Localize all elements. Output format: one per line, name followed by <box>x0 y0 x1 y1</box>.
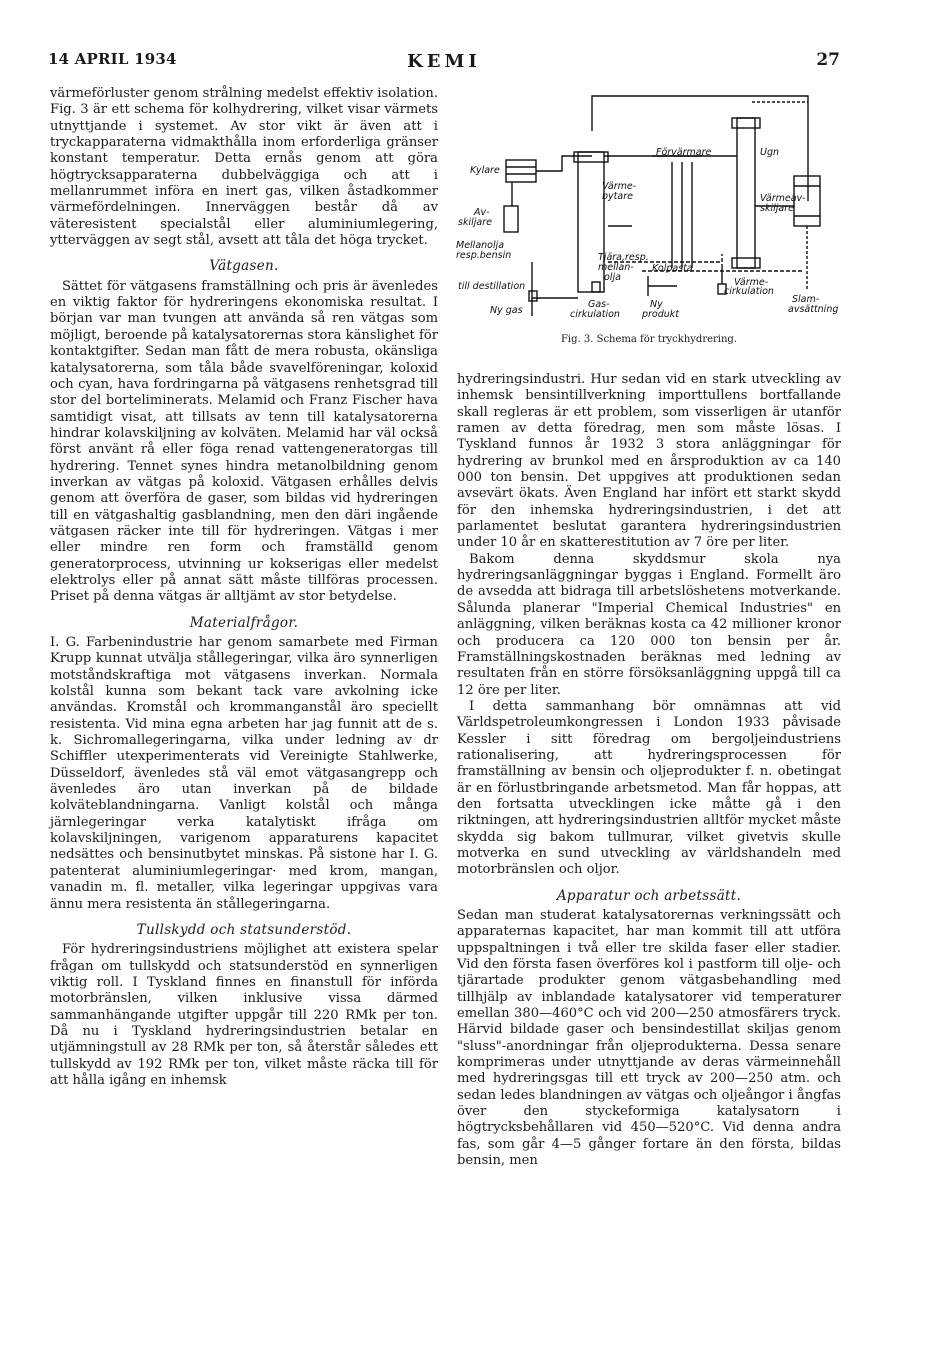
label-varmeavskiljare-1: Värmeav- <box>760 193 806 204</box>
label-varmebytare-1: Värme- <box>602 181 637 192</box>
paragraph-england: Bakom denna skyddsmur skola nya hydreringsanläggningar byggas i England. Formellt äro de avsedda att bidraga till arbetslöshetens motverkande. Sålunda planerar "Imperial Chemical Industries" en anläggning, vilken beräknas kosta ca 42 millioner kronor och producera ca 120 000 ton bensin per år. Framställningskostnaden beräknas med ledning av resultaten från en större försöksanläggning uppgå till ca 12 öre per liter. <box>457 551 841 698</box>
paragraph-hydreringsindustri: hydreringsindustri. Hur sedan vid en stark utveckling av inhemsk bensintillverkning importtullens bortfallande skall regleras är ett problem, som visserligen är utanför ramen av detta föredrag, men som måste lösas. I Tyskland funnos år 1932 3 stora anläggningar för hydrering av brunkol med en årsproduktion av ca 140 000 ton bensin. Det uppgives att produktionen sedan avsevärt ökats. Även England har infört ett starkt skydd för den inhemska hydreringsindustrien, i det att parlamentet beslutat garantera hydreringsindustrien under 10 år en skatterestitution av 7 öre per liter. <box>457 372 841 551</box>
label-forvarmare: Förvärmare <box>656 147 712 158</box>
heading-vatgasen: Vätgasen. <box>209 258 279 275</box>
label-varmebytare-2: bytare <box>602 191 633 202</box>
label-avskiljare-1: Av- <box>474 207 490 218</box>
label-kolpasta: Kolpasta <box>652 263 693 274</box>
page-number: 27 <box>816 50 840 70</box>
paragraph-vatgasen: Sättet för vätgasens framställning och pris är ävenledes en viktig faktor för hydreringens ekonomiska resultat. I början var man tvungen att använda så ren vätgas som möjligt, beroende på katalysatorernas stora känslighet för kontaktgifter. Sedan man fått de mera robusta, okänsliga katalysatorerna, som tåla både svavelföreningar, koloxid och cyan, hava fordringarna på vätgasens renhetsgrad till stor del borteliminerats. Melamid och Franz Fischer hava samtidigt visat, att tillsats av tenn till katalysatorerna hindrar kolavskiljning av kolväten. Melamid har väl också först använt rå eller föga renad vattengeneratorgas till hydrering. Tennet synes hindra metanolbildning genom inverkan av vätgas på koloxid. Vätgasen erhålles delvis genom att överföra de gaser, som bildas vid hydreringen till en vätgashaltig gasblandning, men den däri ingående vätgasen räcker inte till för hydreringen. Vätgas i mer eller mindre ren form och framställd genom generatorprocess, utvinning ur kokserigas eller medelst elektrolys eller på annat sätt måste tillföras processen. Priset på denna vätgas är alltjämt av stor betydelse. <box>50 278 438 605</box>
paragraph-apparatur: Sedan man studerat katalysatorernas verkningssätt och apparaternas kapacitet, har man kommit till att utföra uppspaltningen i två eller tre skilda faser eller stadier. Vid den första fasen överföres kol i pastform till olje- och tjärartade produkter genom vätgasbehandling med tillhjälp av inblandade katalysatorer vid temperaturer emellan 380—460°C och vid 200—250 atmosfärers tryck. Härvid bildade gaser och bensindestillat skiljas genom "sluss"-anordningar från oljeprodukterna. Dessa senare komprimeras under utnyttjande av deras värmeinnehåll med hydreringsgas till ett tryck av 200—250 atm. och sedan ledes blandningen av vätgas och oljeångor i ångfas över den styckeformiga katalysatorn i högtrycksbehållaren vid 450—520°C. Vid denna andra fas, som går 4—5 gånger fortare än den första, bildas bensin, men <box>457 908 841 1169</box>
label-varmecirk-1: Värme- <box>734 277 769 288</box>
label-mellanolja-2: resp.bensin <box>456 250 512 261</box>
label-kylare: Kylare <box>470 165 500 176</box>
label-avskiljare-2: skiljare <box>458 217 492 228</box>
label-tjara-2: mellan- <box>598 262 634 273</box>
paragraph-insulation: värmeförluster genom strålning medelst effektiv isolation. Fig. 3 är ett schema för kolhydrering, vilket visar värmets utnyttjande i systemet. Av stor vikt är även att i tryckapparaterna vidmakthålla inom erforderliga gränser konstant temperatur. Detta ernås genom att göra högtrycksapparaterna dubbelväggiga och att i mellanrummet införa en inert gas, vilken åstadkommer värmefördelningen. Innerväggen består då av väteresistent specialstål eller aluminiumlegering, ytterväggen av segt stål, avsett att tåla det höga trycket. <box>50 86 438 249</box>
heading-tullskydd: Tullskydd och statsunderstöd. <box>136 921 352 938</box>
label-ugn: Ugn <box>760 147 780 158</box>
right-column <box>457 372 841 1170</box>
heading-apparatur: Apparatur och arbetssätt. <box>556 887 742 904</box>
journal-title: KEMI <box>407 51 481 72</box>
paragraph-tullskydd: För hydreringsindustriens möjlighet att existera spelar frågan om tullskydd och statsunderstöd en synnerligen viktig roll. I Tyskland finnes en finanstull för införda motorbränslen, vilken inklusive vissa därmed sammanhängande utgifter uppgår till 220 RMk per ton. Då nu i Tyskland hydreringsindustrien betalar en utjämningstull av 28 RMk per ton, så återstår således ett tullskydd av 192 RMk per ton, vilket måste räcka till för att hålla igång en inhemsk <box>50 942 438 1088</box>
label-gascirk-2: cirkulation <box>570 309 620 320</box>
heading-materialfragor: Materialfrågor. <box>189 614 299 631</box>
label-tjara-1: Tjära,resp. <box>598 252 649 263</box>
label-slamavsattning-1: Slam- <box>792 294 820 305</box>
label-ny-gas: Ny gas <box>490 305 523 316</box>
label-ny-produkt-1: Ny <box>650 299 663 310</box>
label-tjara-3: olja <box>604 272 621 283</box>
label-mellanolja-1: Mellanolja <box>456 240 505 251</box>
hydrogenation-schematic <box>452 86 844 354</box>
label-gascirk-1: Gas- <box>588 299 610 310</box>
label-ny-produkt-2: produkt <box>642 309 680 320</box>
paragraph-material: I. G. Farbenindustrie har genom samarbete med Firman Krupp kunnat utvälja stållegeringar, vilka äro synnerligen motståndskraftiga mot vätgasens inverkan. Normala kolstål kunna som bekant tack vare avkolning icke användas. Kromstål och krommanganstål äro speciellt resistenta. Vid mina egna arbeten har jag funnit att de s. k. Sichromallegeringarna, vilka under ledning av dr Schiffler utexperimenterats vid Vereinigte Stahlwerke, Düsseldorf, ävenledes stå väl emot vätgasangrepp och ävenledes äro utan inverkan på de bildade kolväteblandningarna. Vanligt kolstål och många järnlegeringar verka katalytiskt ifråga om kolavskiljningen, varigenom apparaturens kapacitet nedsättes och bensinutbytet minskas. På sistone har I. G. patenterat aluminiumlegeringar· med krom, mangan, vanadin m. fl. metaller, vilka legeringar uppgivas vara ännu mera resistenta än stållegeringarna. <box>50 635 438 912</box>
left-column <box>50 86 438 1089</box>
label-till-destillation: till destillation <box>458 281 526 292</box>
page-header <box>48 50 840 74</box>
label-varmecirk-2: cirkulation <box>724 286 774 297</box>
label-slamavsattning-2: avsättning <box>788 304 839 315</box>
figure-caption: Fig. 3. Schema för tryckhydrering. <box>560 334 738 345</box>
label-varmeavskiljare-2: skiljare <box>760 203 794 214</box>
issue-date: 14 APRIL 1934 <box>48 50 177 68</box>
paragraph-kessler: I detta sammanhang bör omnämnas att vid Världspetroleumkongressen i London 1933 påvisade Kessler i sitt föredrag om bergoljeindustriens rationalisering, att hydreringsprocessen för framställning av bensin och oljeprodukter f. n. obetingat är en förlustbringande arbetsmetod. Man får hoppas, att den fortsatta utvecklingen icke måtte gå i den riktningen, att hydreringsindustrien alltför mycket måste skydda sig bakom tullmurar, vilket givetvis skulle motverka en sund utveckling av världshandeln med motorbränslen och oljor. <box>457 698 841 878</box>
